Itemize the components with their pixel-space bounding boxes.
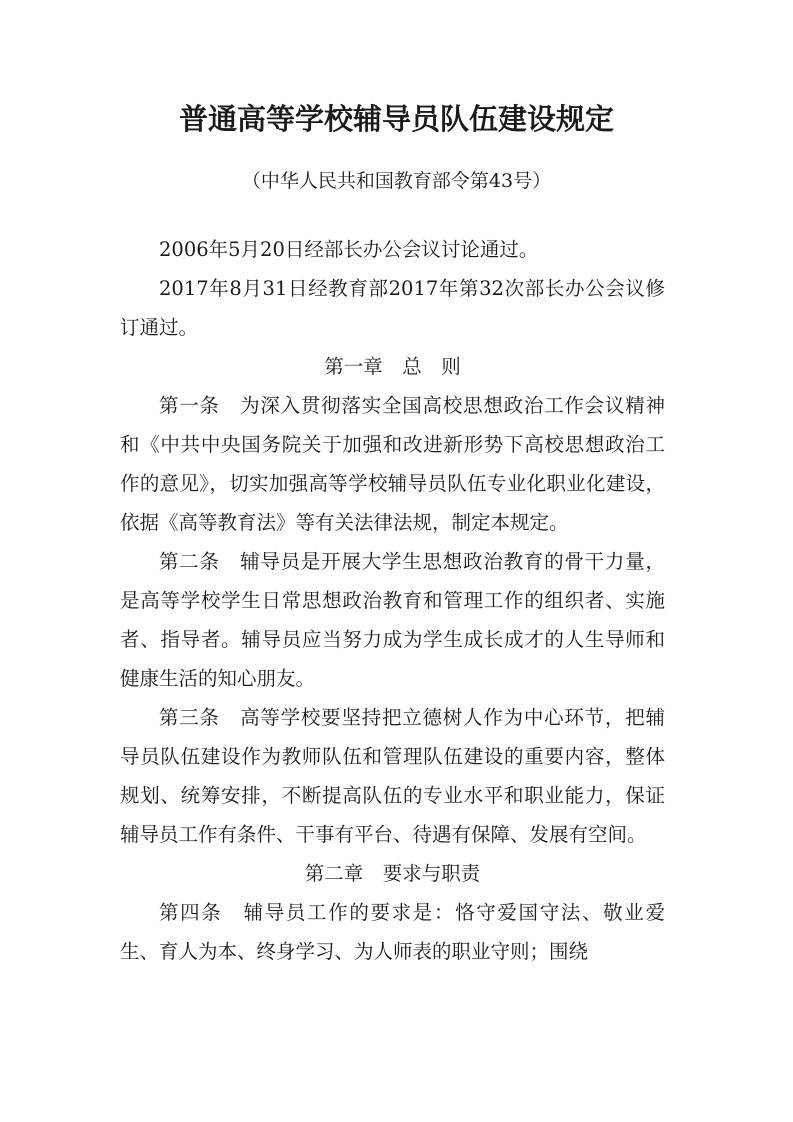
chapter-2-heading: 第二章 要求与职责 (304, 862, 481, 885)
article-3-text: 高等学校要坚持把立德树人作为中心环节，把辅导员队伍建设作为教师队伍和管理队伍建设的重要内容，整体规划、统筹安排，不断提高队伍的专业水平和职业能力，保证辅导员工作有条件、干事有平台、待遇有保障、发展有空间。 (120, 706, 665, 846)
article-1-text: 为深入贯彻落实全国高校思想政治工作会议精神和《中共中央国务院关于加强和改进新形势下高校思想政治工作的意见》，切实加强高等学校辅导员队伍专业化职业化建设，依据《高等教育法》等有关法律法规，制定本规定。 (120, 394, 665, 534)
chapter-1-heading: 第一章 总 则 (324, 355, 461, 378)
article-4 (120, 893, 665, 971)
article-1-label: 第一条 (159, 394, 220, 417)
adoption-note-2: 2017年8月31日经教育部2017年第32次部长办公会议修订通过。 (120, 277, 665, 339)
document-title: 普通高等学校辅导员队伍建设规定 (178, 102, 614, 136)
article-1 (120, 386, 665, 542)
article-2 (120, 542, 665, 698)
document-body (120, 230, 665, 971)
article-3 (120, 698, 665, 854)
article-2-label: 第二条 (159, 550, 220, 573)
article-3-label: 第三条 (159, 706, 220, 729)
adoption-note-1: 2006年5月20日经部长办公会议讨论通过。 (159, 238, 539, 261)
article-4-text: 辅导员工作的要求是：恪守爱国守法、敬业爱生、育人为本、终身学习、为人师表的职业守则；围绕 (120, 901, 665, 963)
document-subtitle: （中华人民共和国教育部令第43号） (241, 170, 552, 192)
article-4-label: 第四条 (159, 901, 223, 924)
article-2-text: 辅导员是开展大学生思想政治教育的骨干力量，是高等学校学生日常思想政治教育和管理工作的组织者、实施者、指导者。辅导员应当努力成为学生成长成才的人生导师和健康生活的知心朋友。 (120, 550, 665, 690)
